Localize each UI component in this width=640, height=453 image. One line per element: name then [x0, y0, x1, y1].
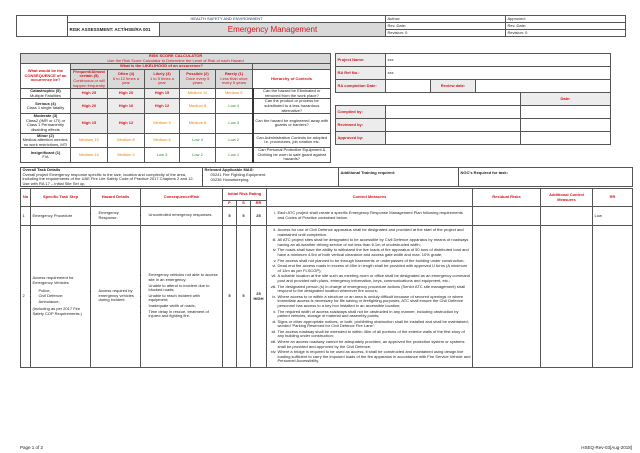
consequence-cell: [21, 99, 71, 114]
consequence-item: • Time delay in rescue, treatment of injured and fighting fire.: [149, 310, 221, 319]
mas-item: • 00241 Fire Fighting Equipment.: [211, 173, 337, 178]
calculator-subtitle: Use the Risk Score Calculator to Determine the Level of Risk of each Hazard: [107, 57, 244, 63]
consequence-item: • Unable to reach incident with equipment;: [149, 294, 221, 303]
approved-field: Approved:: [506, 16, 626, 23]
control-item: xiii. Where an access roadway cannot be adequately provided, an approved fire protection system or systems shall be provided and approved by the Civil Defence;: [278, 340, 471, 349]
completion-value[interactable]: [386, 80, 431, 93]
risk-score-cell: High 20: [71, 99, 108, 114]
risk-score-cell: Medium 4: [108, 148, 145, 163]
row-s: 5: [237, 207, 251, 226]
risk-score-cell: Medium 6: [145, 133, 180, 148]
row-residual-rr: Low: [593, 207, 633, 226]
risk-score-cell: High 12: [108, 114, 145, 133]
likelihood-desc: 1 to 5 times a year: [149, 75, 174, 86]
control-item: i. Each ATC project shall create a specific Emergency Response Management Plan following requirements and Codes of Practice contained below.: [278, 211, 471, 220]
row-no: 2: [21, 226, 31, 368]
col-consequence: Consequence/Risk: [141, 189, 223, 207]
risk-score-cell: Medium 6: [180, 114, 216, 133]
consequence-label: Catastrophic (5): [30, 88, 61, 94]
table-row: [21, 226, 633, 368]
ra-ref-label: RA Ref No.:: [336, 67, 386, 80]
risk-score-cell: Medium 9: [145, 114, 180, 133]
consequence-row: [21, 89, 331, 99]
control-item: iii. All ATC project sites shall be designated to be accessible by Civil Defence apparatus by means of roadways having an all-weather driving service of not less than 6.1m of unobstructed width;: [278, 238, 471, 247]
col-step: Specific Task Step: [31, 189, 91, 207]
control-item: xiv. Where a bridge is required to be used as access, it shall be constructed and maintained using design live loading sufficient to carry the imposed loads of the fire apparatus in accordance with Fire Service Vehicle and Personnel Accessibility.: [278, 350, 471, 364]
approved-value[interactable]: [386, 132, 521, 145]
reviewed-label: Reviewed by:: [336, 119, 386, 132]
likelihood-header: [180, 69, 216, 88]
document-header: [16, 15, 626, 37]
consequence-cell: [21, 114, 71, 133]
consequence-desc: Class 1 single fatality: [26, 105, 65, 111]
control-item: xi. Signs or other appropriate notices, or both, prohibiting obstruction shall be installed and shall be maintained; worded 'Parking Reserved for Civil Defence Fire Lane';: [278, 320, 471, 329]
consequence-list: [143, 273, 221, 318]
risk-score-cell: High 12: [145, 99, 180, 114]
task-details-text: Overall project Emergency response specific to the size, location and complexity of the area, including the requirements of the UAE Fire Life Safety Code of Practice 2017 Chapters 2 and 12. Use with RA 17 – Initial Site Set up.: [22, 171, 194, 186]
likelihood-label: Possible (2): [186, 71, 209, 77]
control-item: ix. Where access to or within a structure or an area is unduly difficult because of secured openings or where immediate access is necessary for life saving or firefighting purposes, ATC shall ensure the Civil Defence personnel has access to a key box installed in an accessible location;: [278, 295, 471, 309]
risk-score-cell: Low 2: [180, 148, 216, 163]
row-no: 1: [21, 207, 31, 226]
risk-score-cell: Medium 5: [216, 89, 253, 99]
risk-score-cell: Low 2: [216, 133, 253, 148]
task-details-title: Overall Task Details: [22, 167, 61, 172]
likelihood-question: What is the LIKELIHOOD of an occurrence?: [71, 64, 253, 70]
likelihood-header: [71, 69, 108, 88]
consequence-question: What would be the CONSEQUENCE of an occurrence be?: [21, 64, 71, 89]
risk-assessment-table: [20, 188, 633, 368]
hierarchy-item: Can the hazard be Eliminated or removed from the work place?: [253, 89, 331, 99]
project-info: [335, 53, 611, 145]
approved-label: Approved by:: [336, 132, 386, 145]
col-no: No: [21, 189, 31, 207]
row-rr: 25: [251, 207, 267, 226]
row-s: 5: [237, 226, 251, 368]
calculator-title: [21, 54, 331, 64]
row-hazard: • Access required by emergency vehicles during incident.: [99, 289, 139, 303]
residual-cell: [473, 207, 541, 226]
likelihood-header: [108, 69, 145, 88]
ra-label: RISK ASSESSMENT: ACT/HSE/RA 001: [68, 23, 160, 37]
consequence-cell: [21, 133, 71, 148]
hierarchy-title: Hierarchy of Controls: [253, 69, 331, 88]
approved-date[interactable]: [521, 132, 611, 145]
likelihood-header: [216, 69, 253, 88]
risk-score-cell: Low 3: [216, 114, 253, 133]
row-p: 5: [223, 226, 237, 368]
step-item: • Police;: [39, 289, 89, 294]
risk-score-calculator: [20, 53, 331, 163]
step-note: (Including as per 2017 Fire Safety COP Requirements.): [32, 306, 83, 316]
consequence-label: Serious (4): [35, 100, 56, 106]
revision: Revision: 0: [386, 30, 506, 37]
consequence-desc: F/A: [42, 154, 49, 160]
compiled-date[interactable]: [521, 106, 611, 119]
step-item: • Ambulance;: [39, 300, 89, 305]
control-item: v. Fire access shall not planned to be through basements or underpasses of the building under construction;: [278, 259, 471, 264]
table-row: [21, 207, 633, 226]
risk-score-cell: High 15: [71, 114, 108, 133]
risk-score-cell: Medium 10: [71, 133, 108, 148]
row-consequence: • Uncontrolled emergency responses.: [149, 213, 221, 218]
consequence-desc: Medical attention needed, no work restrictions, MTI: [22, 137, 69, 147]
hierarchy-item: Can Personal Protective Equipment & Clothing be worn to safe guard against hazards?: [253, 148, 331, 163]
consequence-row: [21, 114, 331, 133]
control-item: xii. The access roadway shall be extended to within 46m of all portions of the exterior walls of the first story of any building under construction;: [278, 330, 471, 339]
likelihood-label: Frequent/Almost certain (5): [73, 68, 105, 79]
risk-score-cell: Low 4: [180, 133, 216, 148]
hierarchy-item: Can the product or process be substituted to a less hazardous alternative?: [253, 99, 331, 114]
control-item: iv. The roads shall have the ability to withstand the live loads of fire apparatus of 50 tons of distributed load and have a minimum 4.5m of both vertical clearance and access gate width and max. 10% grade;: [278, 248, 471, 257]
review-value[interactable]: [476, 80, 611, 93]
hierarchy-item: Can Administration Controls be adopted i.e. procedures, job rotation etc.: [253, 133, 331, 148]
calculator-title-text: RISK SCORE CALCULATOR: [148, 53, 203, 58]
col-initial-risk: Initial Risk Rating: [223, 189, 267, 201]
control-item: vii. A suitable location at the site such as meeting room or office shall be designated as an emergency command post and provided with plans, emergency information, keys, communications and equipment, etc.;: [278, 274, 471, 283]
col-control: Control Measures: [267, 189, 473, 207]
risk-score-cell: Medium 8: [108, 133, 145, 148]
likelihood-desc: Less than once every 5 years: [220, 75, 248, 86]
likelihood-desc: Continuous or will happen frequently: [72, 77, 106, 88]
consequence-item: • Inadequate width of roads;: [149, 304, 221, 309]
col-rr-initial: RR: [251, 201, 267, 207]
project-name-value[interactable]: xxx: [386, 54, 611, 67]
rr-cell: [593, 226, 633, 368]
consequence-desc: Multiple Fatalities: [30, 92, 61, 98]
reviewed-value[interactable]: [386, 119, 521, 132]
risk-score-cell: Medium 10: [71, 148, 108, 163]
col-additional: Additional Control Measures: [541, 189, 593, 207]
date-label: Date:: [521, 93, 611, 106]
compiled-label: Compiled by:: [336, 106, 386, 119]
org-label: HEALTH SAFETY AND ENVIRONMENT: [68, 16, 386, 23]
col-hazard: Hazard Details: [91, 189, 141, 207]
row-rr: 25: [256, 290, 261, 296]
rev-date-2: Rev. Date:: [506, 23, 626, 30]
risk-score-cell: Medium 10: [180, 89, 216, 99]
row-step: Access requirement for Emergency Vehicles: [32, 275, 74, 286]
col-residual: Residual Risks: [473, 189, 541, 207]
col-rr: RR: [593, 189, 633, 207]
control-item: ii. Access for use of Civil Defence apparatus shall be designated and provided at the start of the project and maintained until completion.: [278, 228, 471, 237]
risk-score-cell: Low 4: [216, 99, 253, 114]
risk-score-cell: High 25: [71, 89, 108, 99]
col-p: P: [223, 201, 237, 207]
noc-label: NOC's Required for task:: [459, 168, 633, 187]
consequence-desc: Class2 (IMR or LTI) or Class 1 Permanently disabling effects: [25, 117, 66, 132]
risk-score-cell: High 20: [108, 89, 145, 99]
likelihood-desc: Once every 5 years: [185, 75, 210, 86]
page-title: Emergency Management: [160, 23, 386, 37]
task-overview: [20, 167, 633, 187]
consequence-label: Moderate (3): [33, 113, 58, 119]
rev-date: Rev. Date:: [386, 23, 506, 30]
likelihood-label: Rarely (1): [224, 71, 244, 77]
mas-title: Relevant Applicable MAS:: [204, 167, 254, 172]
consequence-cell: [21, 148, 71, 163]
reviewed-date[interactable]: [521, 119, 611, 132]
document-code: HSEQ-Rev-03[Aug-2018]: [581, 445, 632, 450]
project-name-label: Project Name:: [336, 54, 386, 67]
author-field: Author:: [386, 16, 506, 23]
step-item: • Civil Defence;: [39, 294, 89, 299]
likelihood-desc: 6 to 12 times a year: [112, 75, 140, 86]
consequence-item: • Unable to attend to incident due to blocked roads;: [149, 284, 221, 293]
training-label: Additional Training required:: [339, 168, 459, 187]
likelihood-label: Often (4): [117, 71, 135, 77]
row-hazard: • Emergency Response.: [99, 211, 139, 220]
risk-score-cell: High 15: [145, 89, 180, 99]
mas-item: • 00236 Housekeeping.: [211, 178, 337, 183]
row-p: 5: [223, 207, 237, 226]
control-item: viii. The designated person (s) in charge of emergency procedure actions (Senior ATC site management) shall respond to the designated location whenever fire occurs;: [278, 285, 471, 294]
row-step: Emergency Procedure: [31, 207, 91, 226]
risk-score-cell: Medium 8: [180, 99, 216, 114]
risk-score-cell: Low 1: [216, 148, 253, 163]
control-list: [269, 228, 471, 364]
consequence-item: • Emergency vehicles not able to access site in an emergency;: [149, 273, 221, 282]
residual-cell: [473, 226, 541, 368]
col-s: S: [237, 201, 251, 207]
hierarchy-item: Can the hazard be engineered away with guards or barriers?: [253, 114, 331, 133]
risk-score-cell: Low 3: [145, 148, 180, 163]
likelihood-label: Likely (3): [153, 71, 171, 77]
completion-label: RA completion Date:: [336, 80, 386, 93]
consequence-label: Insignificant (1): [30, 149, 61, 155]
consequence-row: [21, 148, 331, 163]
risk-score-cell: High 16: [108, 99, 145, 114]
additional-cell: [541, 226, 593, 368]
risk-level: HIGH: [253, 295, 264, 301]
revision-2: Revision: 0: [506, 30, 626, 37]
control-item: x. The required width of access roadways shall not be obstructed in any manner, including obstruction by parked vehicles, storage of material and assembly points;: [278, 310, 471, 319]
consequence-row: [21, 133, 331, 148]
page-number: Page 1 of 2: [20, 445, 44, 450]
consequence-row: [21, 99, 331, 114]
consequence-label: Minor (2): [37, 132, 54, 138]
blank-cell: [336, 93, 521, 106]
review-label: Review date:: [431, 80, 476, 93]
ra-ref-value[interactable]: xxx: [386, 67, 611, 80]
likelihood-header: [145, 69, 180, 88]
compiled-value[interactable]: [386, 106, 521, 119]
consequence-cell: [21, 89, 71, 99]
logo-area: [17, 16, 68, 37]
additional-cell: [541, 207, 593, 226]
control-item: vi. Dead end fire access roads in excess of 45m in length shall be provided with approved U turns (A minimum of 12m as per FLSCOP);: [278, 264, 471, 273]
